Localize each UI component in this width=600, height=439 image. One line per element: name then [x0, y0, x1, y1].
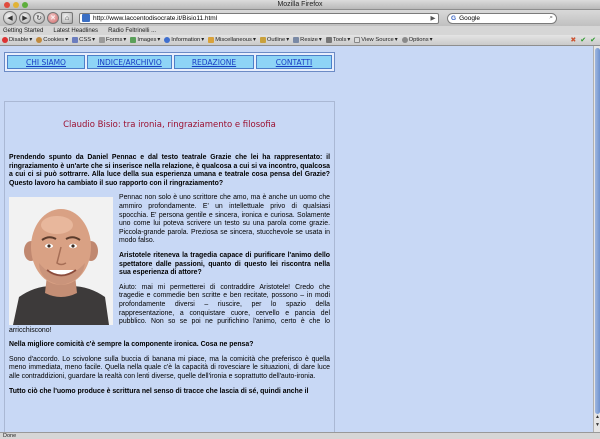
address-bar-url: http://www.laccentodisocrate.it/Bisio11.html — [93, 14, 218, 22]
bookmark-radio-feltrinelli[interactable]: Radio Feltrinelli ... — [108, 27, 157, 34]
interview-question-4: Tutto ciò che l'uomo produce è scrittura nel senso di tracce che lascia di sé, quindi anche il — [9, 387, 309, 395]
minimize-window-button[interactable] — [13, 2, 19, 8]
dev-images-menu[interactable]: Images ▾ — [130, 37, 160, 43]
interview-question-1: Prendendo spunto da Daniel Pennac e dal testo teatrale Grazie che lei ha rappresentato: il ringraziamento è un'arte che si inserisce nella relazione, è qualcosa a cui si va incontro, qualcosa a cui ci si può sottrarre. Alla luce della sua esperienza umana e teatrale cosa pensa del Grazie? Questo lavoro ha cambiato il suo rapporto con il ringraziamento? — [9, 154, 330, 187]
back-button[interactable] — [3, 11, 17, 25]
web-developer-toolbar — [0, 35, 600, 46]
close-window-button[interactable] — [4, 2, 10, 8]
scrollbar-thumb[interactable] — [595, 48, 600, 414]
scroll-up-arrow-icon[interactable]: ▲ — [595, 414, 600, 420]
dev-cookies-label: Cookies — [43, 37, 65, 43]
outline-pencil-icon — [260, 37, 266, 43]
window-title: Mozilla Firefox — [277, 1, 323, 8]
window-controls — [4, 2, 28, 8]
status-text: Done — [3, 433, 17, 439]
dev-tools-label: Tools — [332, 37, 347, 43]
forward-button[interactable] — [19, 12, 31, 24]
claudio-bisio-photo — [9, 197, 113, 325]
status-bar — [0, 432, 600, 439]
dev-css-menu[interactable]: CSS ▾ — [72, 37, 95, 43]
nav-indice-archivio-link[interactable]: INDICE/ARCHIVIO — [87, 55, 172, 69]
interview-answer-3: Sono d'accordo. Lo scivolone sulla buccia di banana mi piace, ma la comicità che preferisco è quella meno immediata, meno facile. Quella nella quale c'è la capacità di rovesciare le situazioni, di dare luce alle contraddizioni, guardare la realtà con lenti diverse, quelle dell'ironia e soprattutto dell'auto-ironia. — [9, 355, 330, 381]
dev-information-menu[interactable]: Information ▾ — [164, 37, 204, 43]
miscellaneous-icon — [208, 37, 214, 43]
dev-images-label: Images — [137, 37, 157, 43]
dev-miscellaneous-menu[interactable]: Miscellaneous ▾ — [208, 37, 256, 43]
dev-information-label: Information — [171, 37, 201, 43]
dev-status-icons — [570, 36, 600, 44]
dev-forms-menu[interactable]: Forms ▾ — [99, 37, 126, 43]
portrait-image — [9, 197, 113, 325]
dev-disable-menu[interactable]: Disable ▾ — [2, 37, 32, 43]
dev-disable-label: Disable — [9, 37, 29, 43]
window-titlebar — [0, 0, 600, 10]
interview-question-2: Aristotele riteneva la tragedia capace di purificare l'animo dello spettatore dalle passioni, quanto di questo lei riscontra nella sua esperienza di attore? — [119, 251, 330, 277]
go-arrow-icon[interactable]: ▶ — [430, 15, 436, 22]
site-favicon-icon — [82, 14, 90, 22]
dev-resize-menu[interactable]: Resize ▾ — [293, 37, 322, 43]
stop-button[interactable] — [47, 12, 59, 24]
stop-icon: ✕ — [50, 14, 56, 22]
reload-button[interactable] — [33, 12, 45, 24]
back-arrow-icon: ◀ — [7, 14, 13, 22]
search-bar[interactable] — [447, 13, 557, 24]
dev-css-label: CSS — [79, 37, 92, 43]
address-bar[interactable] — [79, 13, 439, 24]
google-logo-icon[interactable]: G — [451, 14, 457, 22]
view-source-icon — [354, 37, 360, 43]
js-valid-check-icon[interactable]: ✔ — [590, 37, 596, 44]
search-icon[interactable]: ⌕ — [549, 14, 553, 21]
navigation-toolbar — [0, 10, 600, 26]
bookmarks-toolbar — [0, 26, 600, 35]
resize-icon — [293, 37, 299, 43]
reload-icon: ↻ — [36, 14, 42, 22]
tools-icon — [326, 37, 332, 43]
dev-options-menu[interactable]: Options ▾ — [402, 37, 433, 43]
dev-miscellaneous-label: Miscellaneous — [215, 37, 252, 43]
images-icon — [130, 37, 136, 43]
dev-forms-label: Forms — [105, 37, 123, 43]
interview-answer-1: Pennac non solo è uno scrittore che amo, ma è anche un uomo che ammiro profondamente. E' un intellettuale privo di qualsiasi spocchia. E' persona gentile e sincera, ironica e curiosa. Solamente uno come lui poteva scrivere un testo su una parola come grazie. Piccola-grande parola. Preziosa se sincera, stucchevole se usata in modo falso. — [119, 194, 330, 245]
dev-resize-label: Resize — [300, 37, 318, 43]
bookmark-latest-headlines[interactable]: Latest Headlines — [53, 27, 99, 34]
interview-answer-2: Aiuto: mai mi permetterei di contraddire Aristotele! Credo che tragedie e commedie ben scritte e ben recitate, possono – in modi profondamente diversi – riuscire, per lo spazio della rappresentazione, a conquistare cuore, cervello e pancia del pubblico. Non so se poi ne purifichino l'animo, certo è che lo arricchiscono! — [9, 283, 330, 334]
page-viewport — [0, 46, 593, 432]
zoom-window-button[interactable] — [22, 2, 28, 8]
article-title: Claudio Bisio: tra ironia, ringraziamento e filosofia — [63, 120, 276, 130]
bookmark-getting-started[interactable]: Getting Started — [3, 27, 44, 34]
nav-redazione-link[interactable]: REDAZIONE — [174, 55, 254, 69]
dev-view-source-menu[interactable]: View Source ▾ — [354, 37, 397, 43]
site-navigation — [4, 52, 335, 72]
disable-icon — [2, 37, 8, 43]
vertical-scrollbar[interactable] — [593, 46, 600, 432]
information-icon — [164, 37, 170, 43]
article-content — [4, 101, 335, 432]
dev-view-source-label: View Source — [361, 37, 394, 43]
forward-arrow-icon: ▶ — [22, 14, 28, 22]
home-icon: ⌂ — [64, 14, 70, 22]
css-valid-check-icon[interactable]: ✔ — [580, 37, 587, 44]
cookie-icon — [36, 37, 42, 43]
forms-icon — [99, 37, 105, 43]
dev-cookies-menu[interactable]: Cookies ▾ — [36, 37, 68, 43]
dev-tools-menu[interactable]: Tools ▾ — [326, 37, 350, 43]
error-icon[interactable]: ✖ — [570, 37, 577, 44]
dev-options-label: Options — [408, 37, 429, 43]
nav-contatti-link[interactable]: CONTATTI — [256, 55, 332, 69]
options-gear-icon — [402, 37, 408, 43]
home-button[interactable] — [61, 12, 73, 24]
css-icon — [72, 37, 78, 43]
dev-outline-menu[interactable]: Outline ▾ — [260, 37, 289, 43]
search-bar-value: Google — [459, 14, 481, 22]
scroll-down-arrow-icon[interactable]: ▼ — [595, 422, 600, 428]
interview-question-3: Nella migliore comicità c'è sempre la componente ironica. Cosa ne pensa? — [9, 341, 254, 349]
nav-chi-siamo-link[interactable]: CHI SIAMO — [7, 55, 85, 69]
dev-outline-label: Outline — [266, 37, 286, 43]
